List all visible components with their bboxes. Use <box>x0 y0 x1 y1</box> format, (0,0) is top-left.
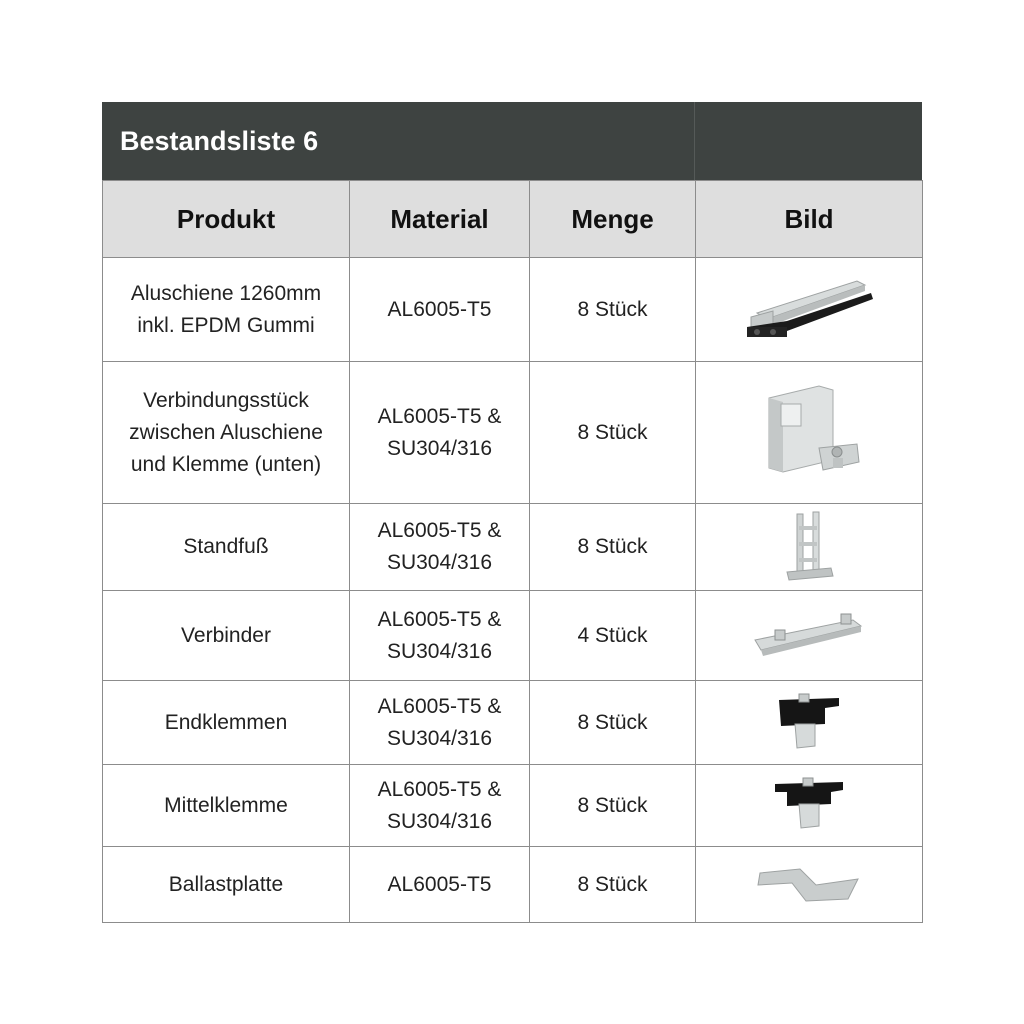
rail-with-epdm-icon <box>739 275 879 345</box>
product-cell <box>103 847 350 923</box>
quantity-cell: 8 Stück <box>530 258 696 362</box>
material-line: AL6005-T5 & <box>377 694 502 718</box>
material-line: AL6005-T5 & <box>377 607 502 631</box>
image-cell <box>696 258 923 362</box>
product-line: und Klemme (unten) <box>130 452 322 476</box>
ballast-plate-icon <box>754 863 864 907</box>
product-line: zwischen Aluschiene <box>129 420 323 444</box>
material-cell <box>350 258 530 362</box>
product-line: Standfuß <box>183 535 269 558</box>
header-quantity: Menge <box>530 181 696 258</box>
quantity-cell: 8 Stück <box>530 362 696 504</box>
quantity-cell: 8 Stück <box>530 765 696 847</box>
header-product: Produkt <box>103 181 350 258</box>
table-row <box>103 591 923 681</box>
image-cell <box>696 362 923 504</box>
product-line: Endklemmen <box>164 710 288 734</box>
quantity-cell: 8 Stück <box>530 681 696 765</box>
material-line: AL6005-T5 & <box>377 519 502 542</box>
material-line: SU304/316 <box>386 726 493 750</box>
end-clamp-icon <box>769 690 849 756</box>
quantity-cell: 8 Stück <box>530 504 696 591</box>
material-cell <box>350 847 530 923</box>
inventory-sheet <box>102 102 922 923</box>
header-material: Material <box>350 181 530 258</box>
material-cell <box>350 765 530 847</box>
stand-foot-icon <box>779 510 839 584</box>
inventory-table <box>102 180 923 923</box>
product-cell <box>103 504 350 591</box>
product-line: Verbinder <box>181 623 271 647</box>
joiner-icon <box>749 606 869 666</box>
table-row <box>103 258 923 362</box>
product-cell <box>103 765 350 847</box>
material-cell <box>350 504 530 591</box>
title-divider <box>694 102 695 180</box>
material-line: SU304/316 <box>386 809 493 833</box>
product-line: Ballastplatte <box>168 872 284 896</box>
product-line: Verbindungsstück <box>143 388 309 412</box>
table-row <box>103 681 923 765</box>
table-row <box>103 504 923 591</box>
title-bar <box>102 102 922 180</box>
header-image: Bild <box>696 181 923 258</box>
product-cell <box>103 362 350 504</box>
table-row <box>103 765 923 847</box>
product-line: Aluschiene 1260mm <box>130 281 322 305</box>
table-row <box>103 362 923 504</box>
material-cell <box>350 681 530 765</box>
material-line: AL6005-T5 <box>387 872 492 896</box>
product-line: inkl. EPDM Gummi <box>137 313 315 337</box>
material-line: AL6005-T5 & <box>377 404 502 428</box>
sheet-title: Bestandsliste 6 <box>120 126 319 156</box>
product-cell <box>103 591 350 681</box>
table-row <box>103 847 923 923</box>
image-cell <box>696 591 923 681</box>
material-cell <box>350 362 530 504</box>
quantity-cell: 8 Stück <box>530 847 696 923</box>
image-cell <box>696 765 923 847</box>
product-cell <box>103 681 350 765</box>
mid-clamp-icon <box>769 774 849 838</box>
image-cell <box>696 681 923 765</box>
material-line: SU304/316 <box>386 551 493 574</box>
image-cell <box>696 847 923 923</box>
product-cell <box>103 258 350 362</box>
material-line: AL6005-T5 & <box>377 777 502 801</box>
material-line: SU304/316 <box>386 436 493 460</box>
image-cell <box>696 504 923 591</box>
header-row <box>103 181 923 258</box>
connector-piece-icon <box>749 378 869 488</box>
material-line: AL6005-T5 <box>387 297 492 321</box>
product-line: Mittelklemme <box>164 793 288 817</box>
quantity-cell: 4 Stück <box>530 591 696 681</box>
material-cell <box>350 591 530 681</box>
material-line: SU304/316 <box>386 639 493 663</box>
